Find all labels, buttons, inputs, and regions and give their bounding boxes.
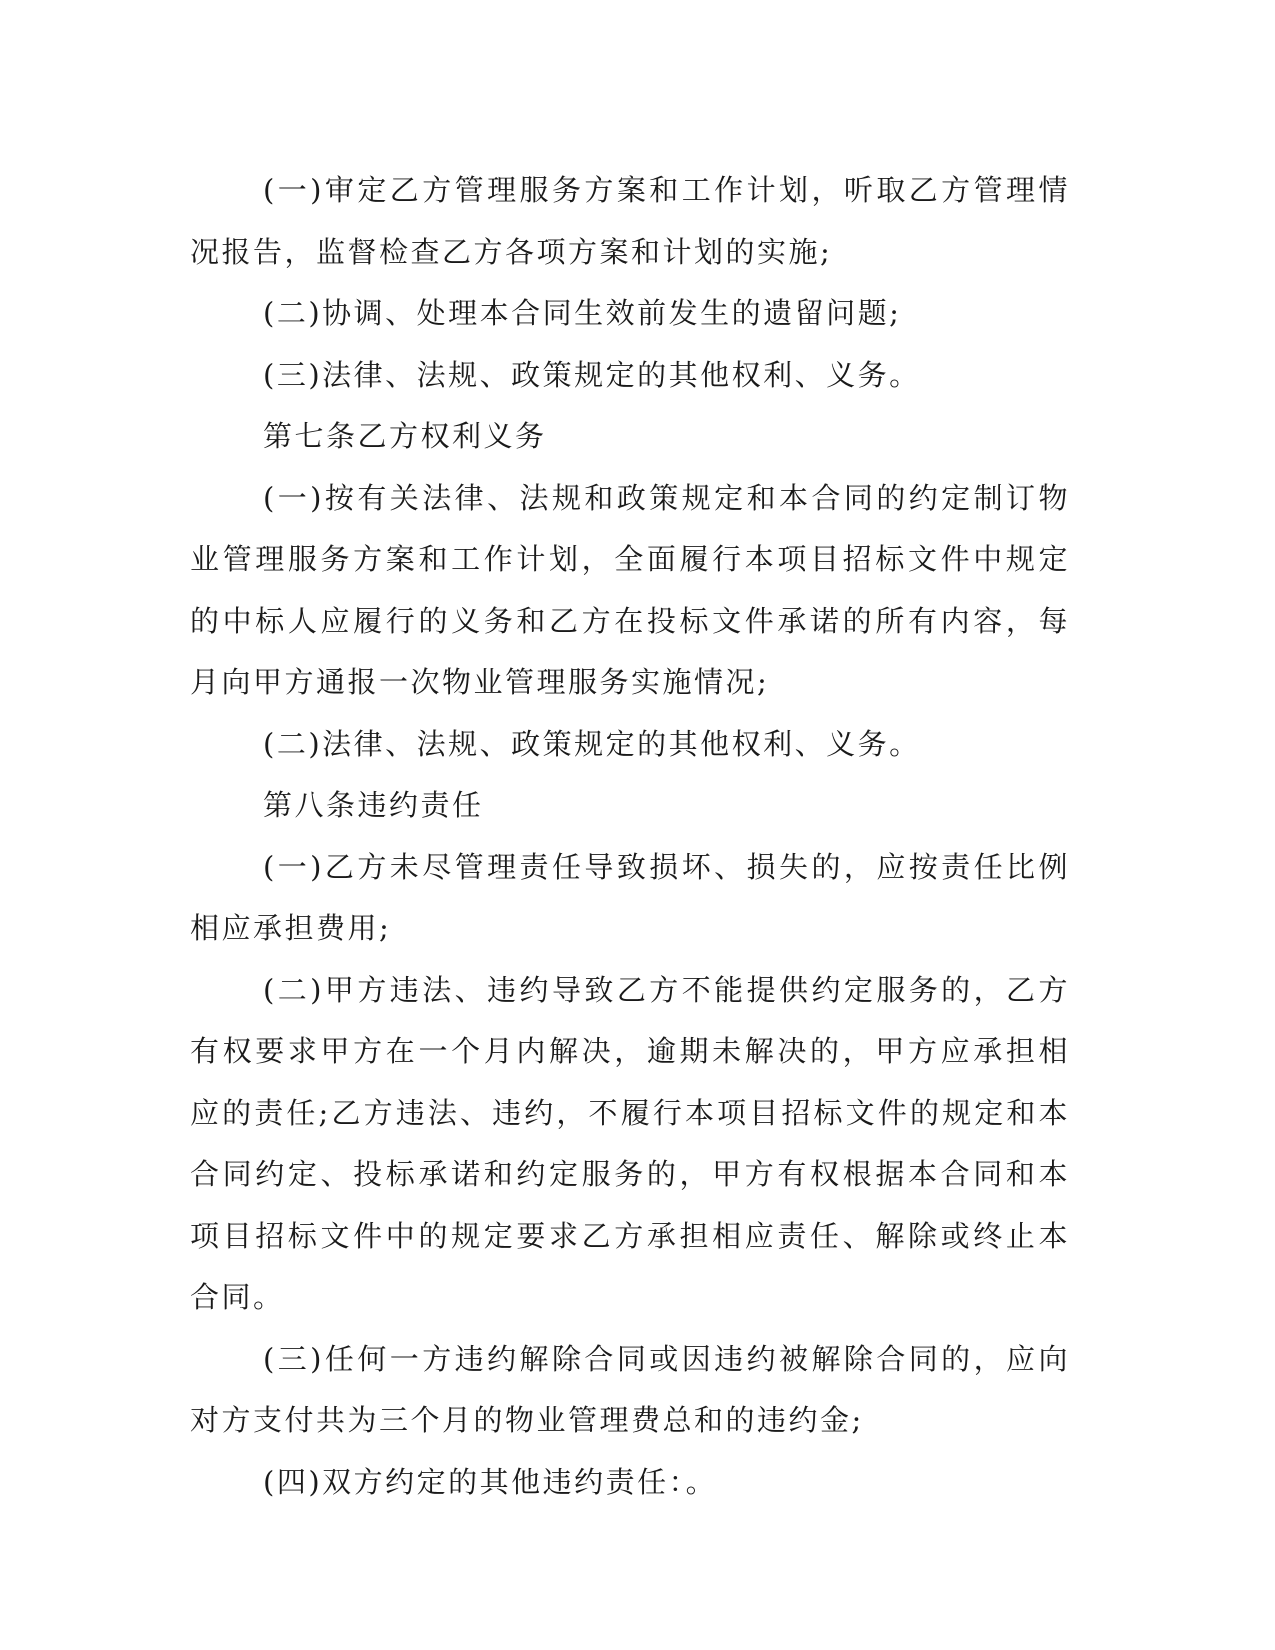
paragraph-duty-1: (一)审定乙方管理服务方案和工作计划，听取乙方管理情况报告，监督检查乙方各项方案和计划的实施; <box>190 173 1070 269</box>
paragraph-article-8-item-1: (一)乙方未尽管理责任导致损坏、损失的，应按责任比例相应承担费用; <box>190 849 1070 945</box>
paragraph-article-8-item-4: (四)双方约定的其他违约责任：。 <box>263 1464 718 1499</box>
section-heading-article-7: 第七条乙方权利义务 <box>263 419 547 453</box>
paragraph-article-7-item-2: (二)法律、法规、政策规定的其他权利、义务。 <box>263 726 921 761</box>
paragraph-duty-3: (三)法律、法规、政策规定的其他权利、义务。 <box>263 357 921 392</box>
document-body <box>190 160 1070 1513</box>
paragraph-duty-2: (二)协调、处理本合同生效前发生的遗留问题; <box>263 296 902 330</box>
paragraph-article-7-item-1: (一)按有关法律、法规和政策规定和本合同的约定制订物业管理服务方案和工作计划，全面履行本项目招标文件中规定的中标人应履行的义务和乙方在投标文件承诺的所有内容，每月向甲方通报一次物业管理服务实施情况; <box>190 480 1070 699</box>
paragraph-article-8-item-3: (三)任何一方违约解除合同或因违约被解除合同的，应向对方支付共为三个月的物业管理费总和的违约金; <box>190 1341 1070 1437</box>
paragraph-article-8-item-2: (二)甲方违法、违约导致乙方不能提供约定服务的，乙方有权要求甲方在一个月内解决，逾期未解决的，甲方应承担相应的责任;乙方违法、违约，不履行本项目招标文件的规定和本合同约定、投标承诺和约定服务的，甲方有权根据本合同和本项目招标文件中的规定要求乙方承担相应责任、解除或终止本合同。 <box>190 972 1070 1314</box>
section-heading-article-8: 第八条违约责任 <box>263 788 484 822</box>
